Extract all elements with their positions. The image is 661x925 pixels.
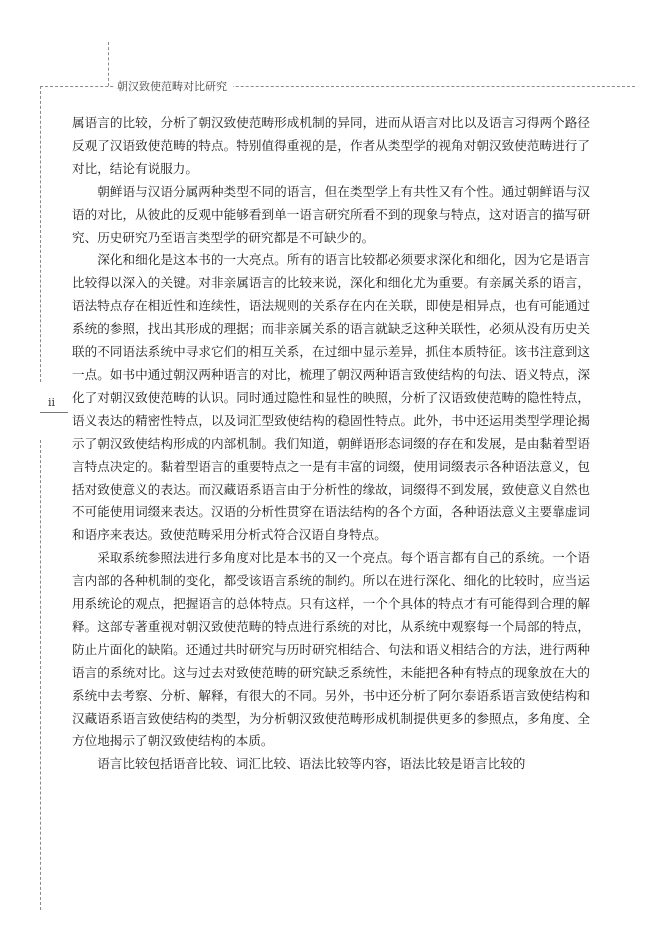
paragraph: 语言比较包括语音比较、词汇比较、语法比较等内容，语法比较是语言比较的 — [97, 756, 526, 772]
header-vertical-rule — [108, 42, 109, 86]
page-number: ii — [48, 396, 56, 409]
paragraph: 深化和细化是这本书的一大亮点。所有的语言比较都必须要求深化和细化，因为它是语言比较得以深入的关键。对非亲属语言的比较来说，深化和细化尤为重要。有亲属关系的语言，语法特点存在相近性和连续性，语法规则的关系存在内在关联，即使是相异点，也有可能通过系统的参照，找出其形成的理据；而非亲属关系的语言就缺乏这种关联性，必须从没有历史关联的不同语法系统中寻求它们的相互关系，在过细中显示差异，抓住本质特征。该书注意到这一点。如书中通过朝汉两种语言的对比，梳理了朝汉两种语言致使结构的句法、语义特点，深化了对朝汉致使范畴的认识。同时通过隐性和显性的映照，分析了汉语致使范畴的隐性特点，语义表达的精密性特点，以及词汇型致使结构的稳固性特点。此外，书中还运用类型学理论揭示了朝汉致使结构形成的内部机制。我们知道，朝鲜语形态词缀的存在和发展，是由黏着型语言特点决定的。黏着型语言的重要特点之一是有丰富的词缀，使用词缀表示各种语法意义，包括对致使意义的表达。而汉藏语系语言由于分析性的缘故，词缀得不到发展，致使意义自然也不可能使用词缀来表达。汉语的分析性贯穿在语法结构的各个方面，各种语法意义主要靠虚词和语序来表达。致使范畴采用分析式符合汉语自身特点。 — [72, 252, 590, 543]
paragraph: 采取系统参照法进行多角度对比是本书的又一个亮点。每个语言都有自己的系统。一个语言内部的各种机制的变化，都受该语言系统的制约。所以在进行深化、细化的比较时，应当运用系统论的观点，把握语言的总体特点。只有这样，一个个具体的特点才有可能得到合理的解释。这部专著重视对朝汉致使范畴的特点进行系统的对比，从系统中观察每一个局部的特点，防止片面化的缺陷。还通过共时研究与历时研究相结合、句法和语义相结合的方法，进行两种语言的系统对比。这与过去对致使范畴的研究缺乏系统性，未能把各种有特点的现象放在大的系统中去考察、分析、解释，有很大的不同。另外，书中还分析了阿尔泰语系语言致使结构和汉藏语系语言致使结构的类型，为分析朝汉致使范畴形成机制提供更多的参照点，多角度、全方位地揭示了朝汉致使结构的本质。 — [72, 550, 590, 749]
page-number-rule — [40, 412, 68, 413]
body-text — [72, 112, 590, 776]
left-margin-rule-lower — [40, 440, 41, 910]
running-head-title: 朝汉致使范畴对比研究 — [115, 78, 233, 94]
paragraph-continued: 属语言的比较，分析了朝汉致使范畴形成机制的异同，进而从语言对比以及语言习得两个路径反观了汉语致使范畴的特点。特别值得重视的是，作者从类型学的视角对朝汉致使范畴进行了对比，结论有说服力。 — [72, 115, 590, 176]
left-margin-rule-upper — [40, 86, 41, 382]
paragraph: 朝鲜语与汉语分属两种类型不同的语言，但在类型学上有共性又有个性。通过朝鲜语与汉语的对比，从彼此的反观中能够看到单一语言研究所看不到的现象与特点，这对语言的描写研究、历史研究乃至语言类型学的研究都是不可缺少的。 — [72, 183, 590, 245]
